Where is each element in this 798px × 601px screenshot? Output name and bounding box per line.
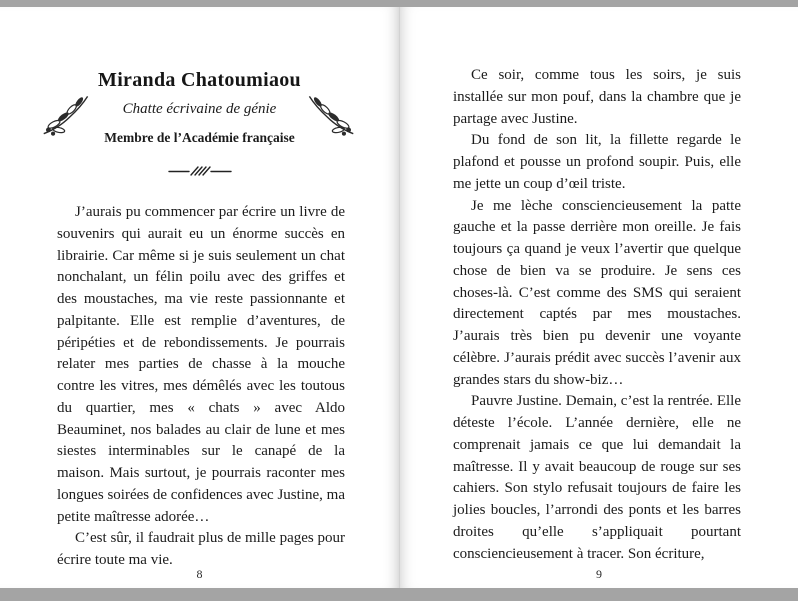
paragraph: C’est sûr, il faudrait plus de mille pages pour écrire toute ma vie.	[57, 530, 345, 568]
left-page-body	[0, 202, 399, 572]
page-right	[399, 7, 798, 588]
paragraph: Je me lèche consciencieusement la patte gauche et la passe derrière mon oreille. Je fais toujours ça quand je veux l’avertir que quelque chose de bien va se produire. Je sens ces choses-là. C’est comme des SMS qui seraient directement captés par mes moustaches. J’aurais très bien pu devenir une voyante célèbre. J’aurais prédit avec succès l’avenir aux grandes stars du show-biz…	[453, 197, 741, 388]
page-number-right: 9	[596, 567, 602, 581]
paragraph: Du fond de son lit, la fillette regarde le plafond et pousse un profond soupir. Puis, elle me jette un coup d’œil triste.	[453, 132, 741, 192]
page-number-left: 8	[196, 567, 203, 581]
right-page-body	[400, 7, 798, 565]
paragraph: Pauvre Justine. Demain, c’est la rentrée. Elle déteste l’école. L’année dernière, elle ne comprenait jamais ce que lui demandait la maîtresse. Il y avait beaucoup de rouge sur ses cahiers. Son stylo refusait toujours de faire les jolies boucles, l’arrondi des ponts et les barres droites qu’elle s’appliquait pourtant consciencieusement à tracer. Son écriture,	[453, 393, 741, 562]
chapter-title: Miranda Chatoumiaou	[98, 69, 301, 91]
laurel-branch-right-icon	[301, 91, 357, 139]
chapter-header	[0, 7, 399, 146]
page-left	[0, 7, 399, 588]
open-book	[0, 7, 798, 588]
paragraph: J’aurais pu commencer par écrire un livre de souvenirs qui aurait eu un énorme succès en librairie. Car même si je suis seulement un chat nonchalant, un félin poilu avec des griffes et des moustaches, ma vie reste passionnante et palpitante. Elle est remplie d’aventures, de péripéties et de rebondissements. Je pourrais relater mes parties de chasse à la mouche contre les vitres, mes démêlés avec les toutous du quartier, mes « chats » avec Aldo Beauminet, nos balades au clair de lune et mes siestes interminables sur le canapé de la maison. Mais surtout, je pourrais raconter mes longues soirées de confidences avec Justine, ma petite maîtresse adorée…	[57, 204, 345, 525]
paragraph: Ce soir, comme tous les soirs, je suis installée sur mon pouf, dans la chambre que je partage avec Justine.	[453, 67, 741, 127]
section-divider-ornament-icon	[166, 164, 234, 178]
laurel-branch-left-icon	[40, 91, 96, 139]
chapter-affiliation: Membre de l’Académie française	[104, 130, 295, 145]
chapter-subtitle: Chatte écrivaine de génie	[122, 101, 277, 117]
